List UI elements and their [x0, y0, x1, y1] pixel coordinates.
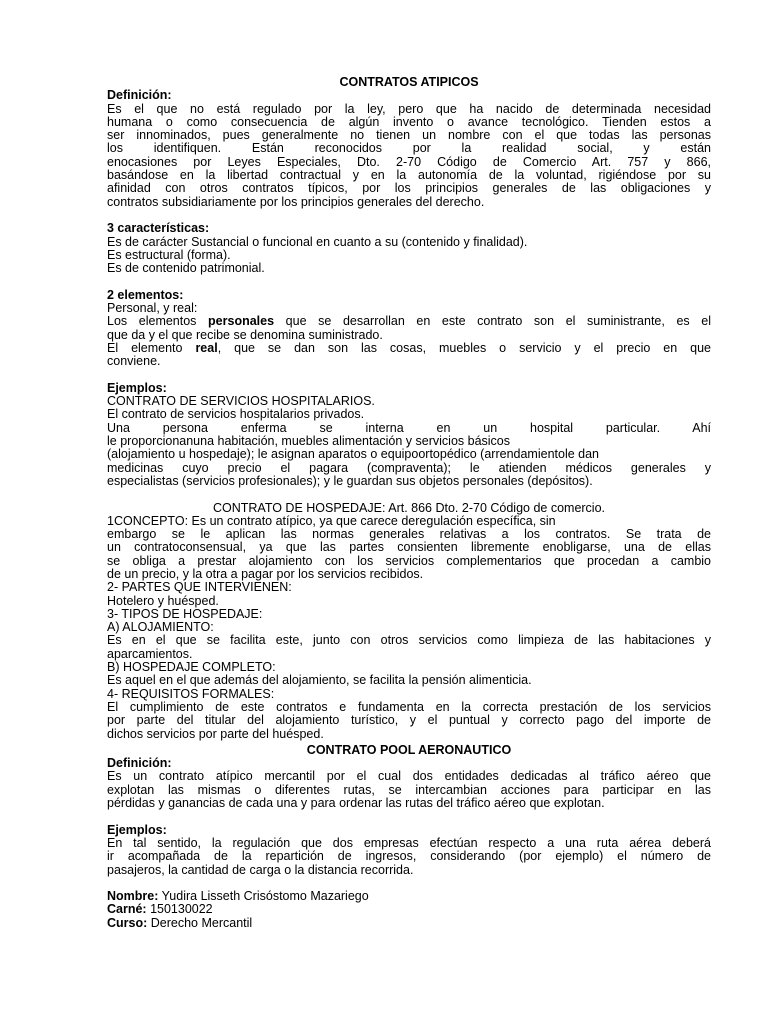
characteristic-item: Es estructural (forma). [107, 248, 231, 262]
examples-line: El contrato de servicios hospitalarios privados. [107, 408, 365, 422]
definition-line: contratos subsidiariamente por los principios generales del derecho. [107, 195, 485, 209]
examples-line: le proporcionanuna habitación, muebles alimentación y servicios básicos [107, 435, 511, 449]
examples-line: (alojamiento u hospedaje); le asignan aparatos o equipoortopédico (arrendamientole dan [107, 448, 599, 462]
hospedaje-line: dichos servicios por parte del huésped. [107, 727, 324, 741]
examples-line: CONTRATO DE SERVICIOS HOSPITALARIOS. [107, 395, 375, 409]
hospedaje-line: Es aquel en el que además del alojamiento, se facilita la pensión alimenticia. [107, 674, 532, 688]
hospedaje-line: por parte del titular del alojamiento turístico, y el puntual y correcto pago del importe de [107, 714, 711, 728]
document-title: CONTRATOS ATÍPICOS [339, 76, 479, 89]
document-body [107, 76, 711, 930]
hospedaje-line: 3- TIPOS DE HOSPEDAJE: [107, 607, 263, 621]
hospedaje-line: 2- PARTES QUE INTERVIENEN: [107, 581, 292, 595]
hospedaje-line: 1CONCEPTO: Es un contrato atípico, ya que carece deregulación específica, sin [107, 514, 556, 528]
hospedaje-line: B) HOSPEDAJE COMPLETO: [107, 661, 276, 675]
pool-examples-line: En tal sentido, la regulación que dos empresas efectúan respecto a una ruta aérea deberá [107, 836, 711, 850]
pool-definition-line: Es un contrato atípico mercantil por el cual dos entidades dedicadas al tráfico aéreo que [107, 770, 711, 784]
definition-line: enocasiones por Leyes Especiales, Dto. 2-70 Código de Comercio Art. 757 y 866, [107, 155, 711, 169]
hospedaje-line: El cumplimiento de este contratos e fundamenta en la correcta prestación de los servicios [107, 700, 711, 714]
hospedaje-line: se obliga a prestar alojamiento con los servicios complementarios que procedan a cambio [107, 554, 711, 568]
pool-definition-line: explotan las mismas o diferentes rutas, se intercambian acciones para participar en las [107, 783, 711, 797]
definition-line: afinidad con otros contratos típicos, por los principios generales de las obligaciones y [107, 182, 711, 196]
student-name: Nombre: Yudira Lisseth Crisóstomo Mazariego [107, 890, 369, 904]
pool-examples-line: pasajeros, la cantidad de carga o la distancia recorrida. [107, 863, 414, 877]
characteristics-heading: 3 características: [107, 222, 210, 236]
examples-line: Una persona enferma se interna en un hospital particular. Ahí [107, 421, 711, 435]
definition-line: los identifiquen. Están reconocidos por la realidad social, y están [107, 142, 711, 156]
characteristic-item: Es de contenido patrimonial. [107, 262, 265, 276]
definition-line: ser innominados, pues generalmente no tienen un nombre con el que todas las personas [107, 129, 711, 143]
hospedaje-line: aparcamientos. [107, 647, 193, 661]
definition-line: basándose en la libertad contractual y en la autonomía de la voluntad, rigiéndose por su [107, 169, 711, 183]
hospedaje-line: de un precio, y la otra a pagar por los servicios recibidos. [107, 567, 424, 581]
elements-heading: 2 elementos: [107, 288, 184, 302]
hospedaje-line: 4- REQUISITOS FORMALES: [107, 687, 275, 701]
definition-heading: Definición: [107, 89, 172, 103]
elements-line: conviene. [107, 355, 161, 369]
hospedaje-line: A) ALOJAMIENTO: [107, 621, 214, 635]
elements-line: que da y el que recibe se denomina suministrado. [107, 328, 383, 342]
pool-examples-line: ir acompañada de la repartición de ingresos, considerando (por ejemplo) el número de [107, 850, 711, 864]
hospedaje-subtitle: CONTRATO DE HOSPEDAJE: Art. 866 Dto. 2-70 Código de comercio. [212, 501, 606, 515]
elements-line: Los elementos personales que se desarrollan en este contrato son el suministrante, es el [107, 315, 711, 329]
definition-line: Es el que no está regulado por la ley, pero que ha nacido de determinada necesidad [107, 102, 711, 116]
hospedaje-line: un contratoconsensual, ya que las partes consienten libremente enobligarse, una de ellas [107, 541, 711, 555]
characteristic-item: Es de carácter Sustancial o funcional en cuanto a su (contenido y finalidad). [107, 235, 528, 249]
elements-line: Personal, y real: [107, 302, 198, 316]
definition-line: humana o como consecuencia de algún invento o avance tecnológico. Tienden estos a [107, 115, 711, 129]
elements-line: El elemento real, que se dan son las cosas, muebles o servicio y el precio en que [107, 341, 711, 355]
examples-line: especialistas (servicios profesionales); y le guardan sus objetos personales (depósitos). [107, 474, 593, 488]
pool-examples-heading: Ejemplos: [107, 823, 167, 837]
examples-line: medicinas cuyo precio el pagara (compraventa); le atienden médicos generales y [107, 461, 711, 475]
hospedaje-line: embargo se le aplican las normas generales relativas a los contratos. Se trata de [107, 528, 711, 542]
hospedaje-line: Es en el que se facilita este, junto con otros servicios como limpieza de las habitaciones y [107, 634, 711, 648]
pool-definition-line: pérdidas y ganancias de cada una y para ordenar las rutas del tráfico aéreo que explotan. [107, 797, 605, 811]
pool-definition-heading: Definición: [107, 757, 172, 771]
examples-heading: Ejemplos: [107, 381, 167, 395]
student-carne: Carné: 150130022 [107, 903, 213, 917]
course: Curso: Derecho Mercantil [107, 916, 253, 930]
pool-title: CONTRATO POOL AERONÁUTICO [306, 743, 512, 757]
hospedaje-line: Hotelero y huésped. [107, 594, 219, 608]
